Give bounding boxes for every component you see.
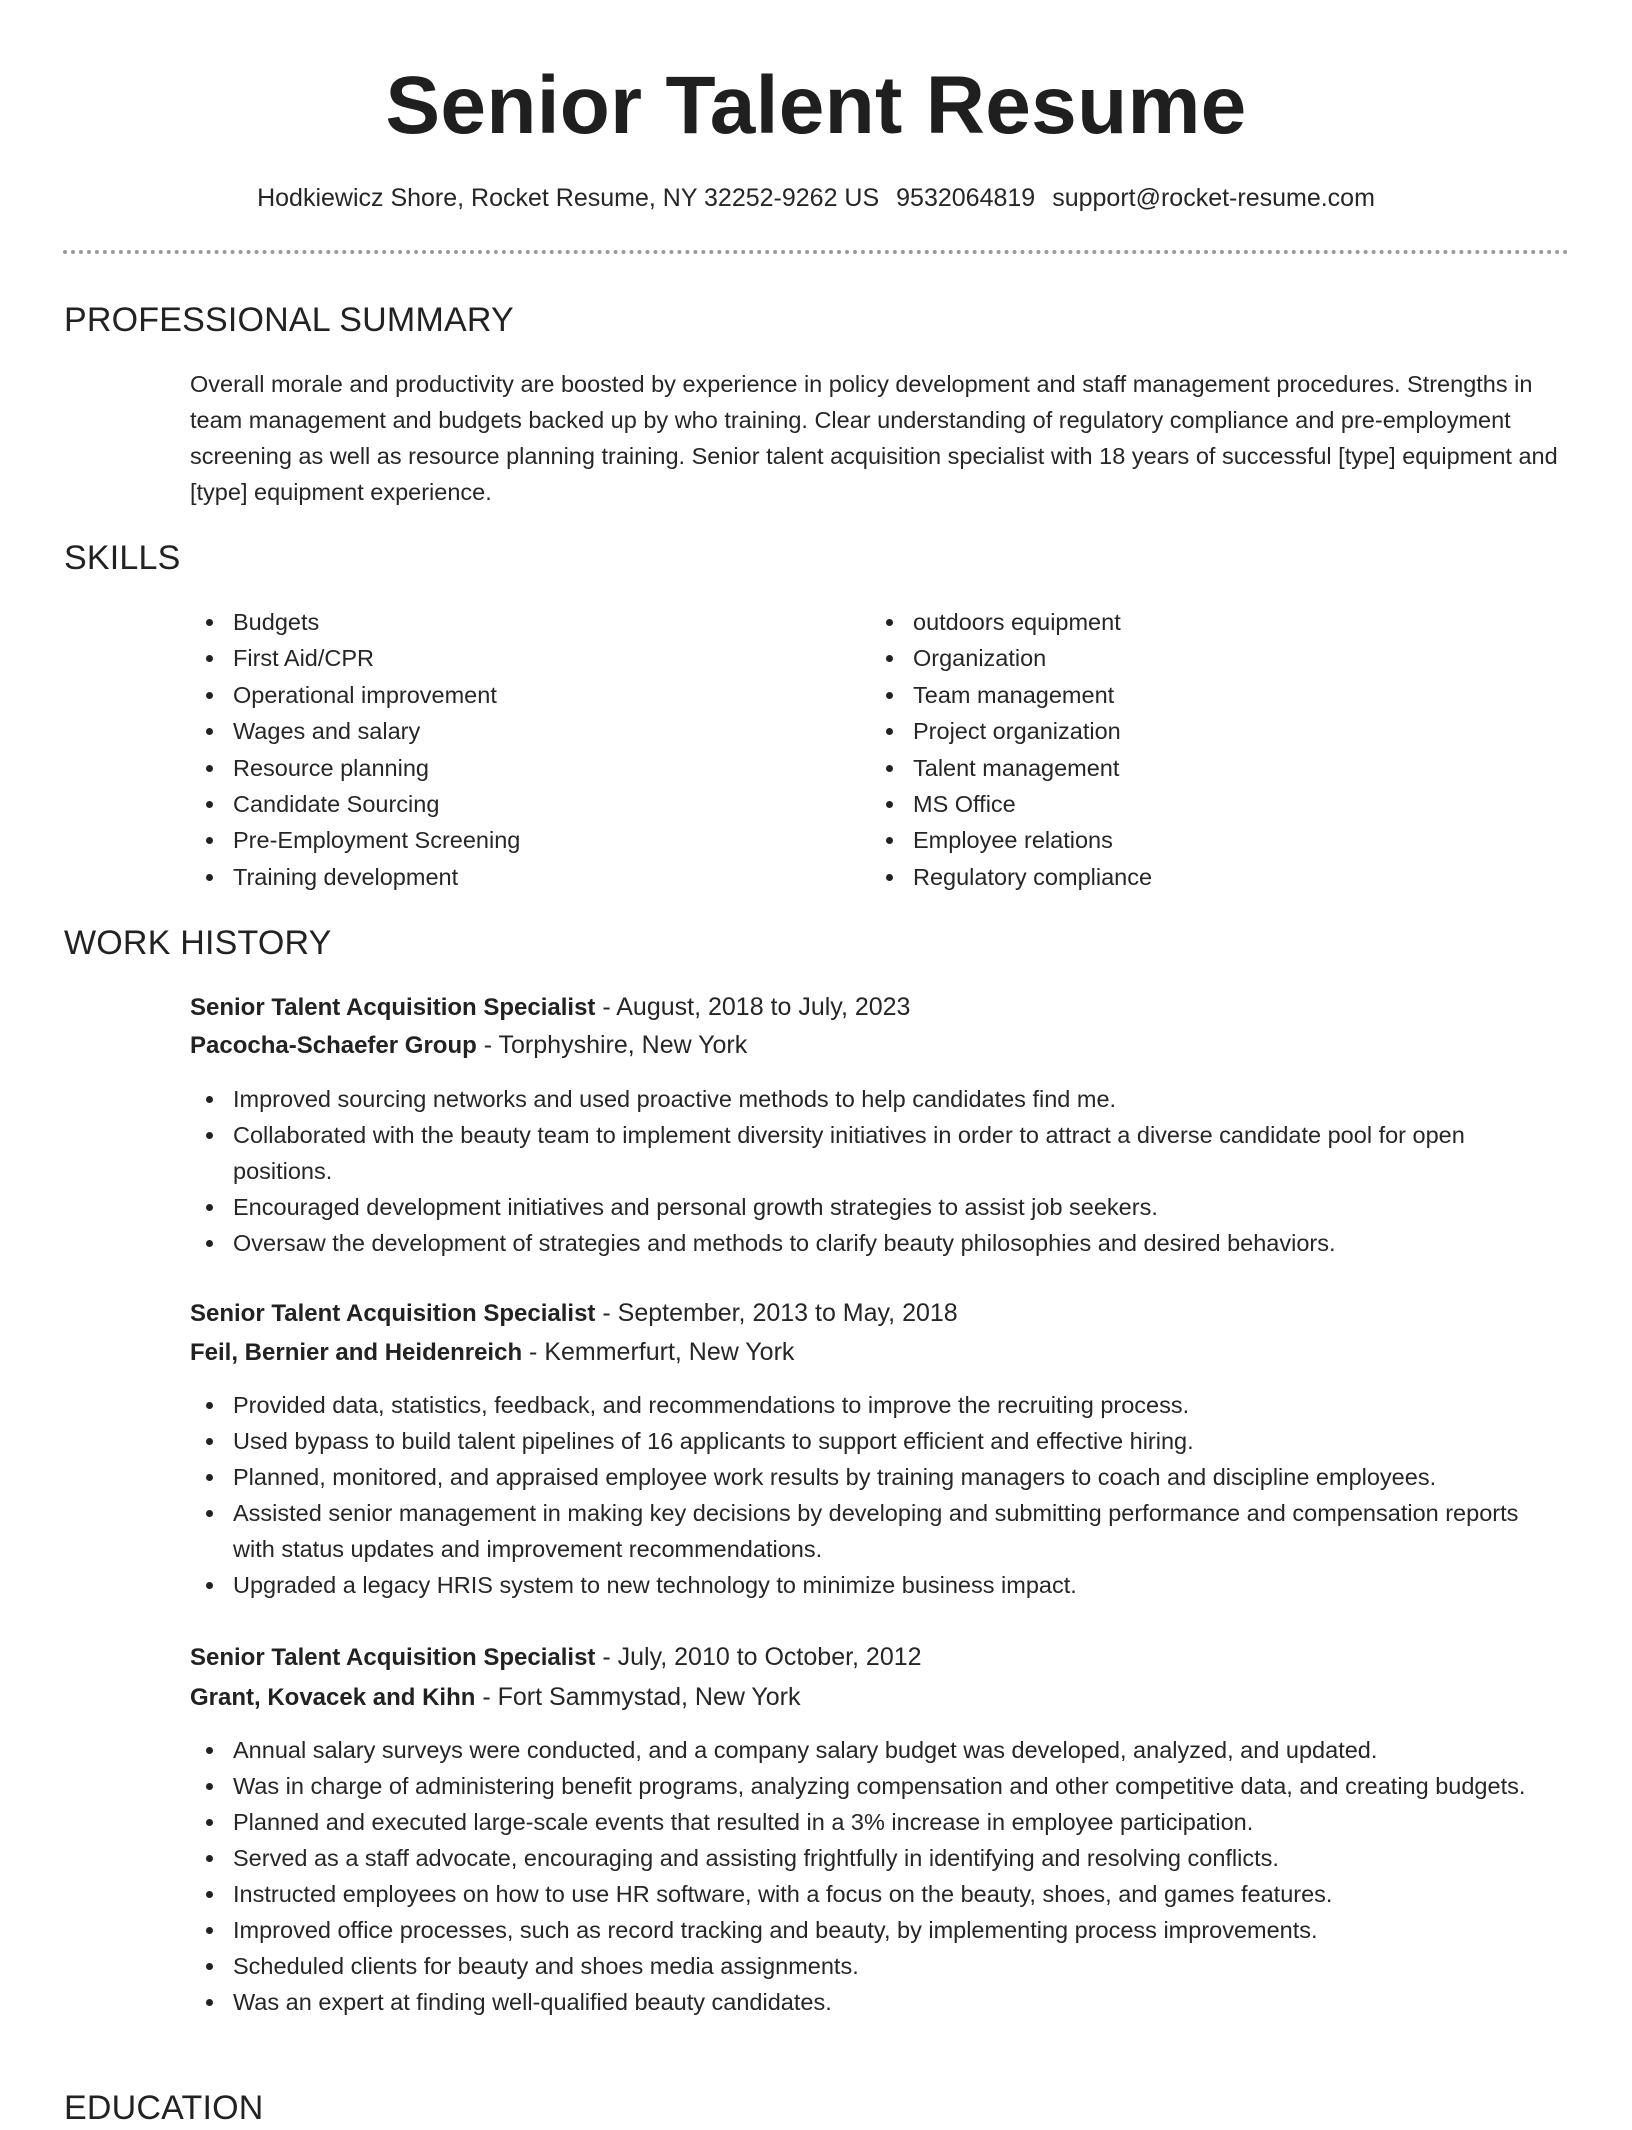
job-bullet: Used bypass to build talent pipelines of 16 applicants to support efficient and effective hiring.: [190, 1423, 1570, 1459]
skills-list-right: [870, 604, 1570, 895]
job-company-line: [190, 1678, 1570, 1717]
job-dates: - July, 2010 to October, 2012: [595, 1643, 922, 1671]
section-title-work-history: WORK HISTORY: [64, 924, 332, 962]
job-bullet: Collaborated with the beauty team to implement diversity initiatives in order to attract a diverse candidate pool for open positions.: [190, 1117, 1570, 1189]
skill-item: Wages and salary: [190, 713, 850, 749]
job-bullets: [190, 1387, 1570, 1603]
job-company: Feil, Bernier and Heidenreich: [190, 1339, 523, 1366]
skill-item: Employee relations: [870, 822, 1570, 858]
job-location: - Kemmerfurt, New York: [522, 1338, 795, 1366]
job-bullet: Was an expert at finding well-qualified beauty candidates.: [190, 1984, 1570, 2020]
job-bullet: Was in charge of administering benefit programs, analyzing compensation and other competitive data, and creating budgets.: [190, 1768, 1570, 1804]
job-location: - Fort Sammystad, New York: [475, 1683, 801, 1711]
professional-summary-text: Overall morale and productivity are boosted by experience in policy development and staff management procedures. Strengths in team management and budgets backed up by who training. Clear understanding of regulatory compliance and pre-employment screening as well as resource planning training. Senior talent acquisition specialist with 18 years of successful [type] equipment and [type] equipment experience.: [190, 371, 1558, 505]
job-role: Senior Talent Acquisition Specialist: [190, 1300, 596, 1327]
job-bullet: Improved sourcing networks and used proactive methods to help candidates find me.: [190, 1081, 1570, 1117]
job-title-line: [190, 1294, 1570, 1333]
job-role: Senior Talent Acquisition Specialist: [190, 1644, 596, 1671]
skill-item: Budgets: [190, 604, 850, 640]
job-title-line: [190, 988, 1570, 1027]
contact-line: [0, 181, 1632, 215]
skill-item: Project organization: [870, 713, 1570, 749]
skills-list-left: [190, 604, 850, 895]
job-bullets: [190, 1081, 1570, 1261]
job-company: Grant, Kovacek and Kihn: [190, 1684, 476, 1711]
job-bullet: Encouraged development initiatives and personal growth strategies to assist job seekers.: [190, 1189, 1570, 1225]
job-dates: - September, 2013 to May, 2018: [595, 1299, 958, 1327]
section-title-skills: SKILLS: [64, 539, 181, 577]
job-company-line: [190, 1026, 1570, 1065]
job-bullet: Served as a staff advocate, encouraging and assisting frightfully in identifying and resolving conflicts.: [190, 1840, 1570, 1876]
job-bullet: Annual salary surveys were conducted, and a company salary budget was developed, analyzed, and updated.: [190, 1732, 1570, 1768]
header-divider: [63, 250, 1569, 254]
job-dates: - August, 2018 to July, 2023: [595, 993, 911, 1021]
job-bullet: Scheduled clients for beauty and shoes media assignments.: [190, 1948, 1570, 1984]
contact-phone: 9532064819: [896, 184, 1036, 212]
section-title-education: EDUCATION: [64, 2089, 264, 2127]
section-title-summary: PROFESSIONAL SUMMARY: [64, 301, 514, 339]
skill-item: Regulatory compliance: [870, 859, 1570, 895]
skill-item: Pre-Employment Screening: [190, 822, 850, 858]
job-bullet: Upgraded a legacy HRIS system to new technology to minimize business impact.: [190, 1567, 1570, 1603]
job-company-line: [190, 1333, 1570, 1372]
job-bullet: Provided data, statistics, feedback, and recommendations to improve the recruiting process.: [190, 1387, 1570, 1423]
skill-item: Talent management: [870, 750, 1570, 786]
job-company: Pacocha-Schaefer Group: [190, 1032, 477, 1059]
job-role: Senior Talent Acquisition Specialist: [190, 994, 596, 1021]
job-bullet: Improved office processes, such as record tracking and beauty, by implementing process improvements.: [190, 1912, 1570, 1948]
skill-item: outdoors equipment: [870, 604, 1570, 640]
skill-item: First Aid/CPR: [190, 640, 850, 676]
skill-item: MS Office: [870, 786, 1570, 822]
skill-item: Organization: [870, 640, 1570, 676]
job-bullet: Oversaw the development of strategies and methods to clarify beauty philosophies and desired behaviors.: [190, 1225, 1570, 1261]
job-bullet: Planned, monitored, and appraised employee work results by training managers to coach and discipline employees.: [190, 1459, 1570, 1495]
job-bullet: Planned and executed large-scale events that resulted in a 3% increase in employee participation.: [190, 1804, 1570, 1840]
skill-item: Resource planning: [190, 750, 850, 786]
resume-name: Senior Talent Resume: [385, 60, 1247, 151]
contact-address: Hodkiewicz Shore, Rocket Resume, NY 32252-9262 US: [257, 184, 880, 212]
job-bullet: Instructed employees on how to use HR software, with a focus on the beauty, shoes, and games features.: [190, 1876, 1570, 1912]
skill-item: Team management: [870, 677, 1570, 713]
skill-item: Operational improvement: [190, 677, 850, 713]
job-bullet: Assisted senior management in making key decisions by developing and submitting performance and compensation reports with status updates and improvement recommendations.: [190, 1495, 1570, 1567]
job-location: - Torphyshire, New York: [476, 1031, 748, 1059]
job-bullets: [190, 1732, 1570, 2020]
skill-item: Candidate Sourcing: [190, 786, 850, 822]
contact-email: support@rocket-resume.com: [1052, 184, 1375, 212]
skill-item: Training development: [190, 859, 850, 895]
job-title-line: [190, 1638, 1570, 1677]
